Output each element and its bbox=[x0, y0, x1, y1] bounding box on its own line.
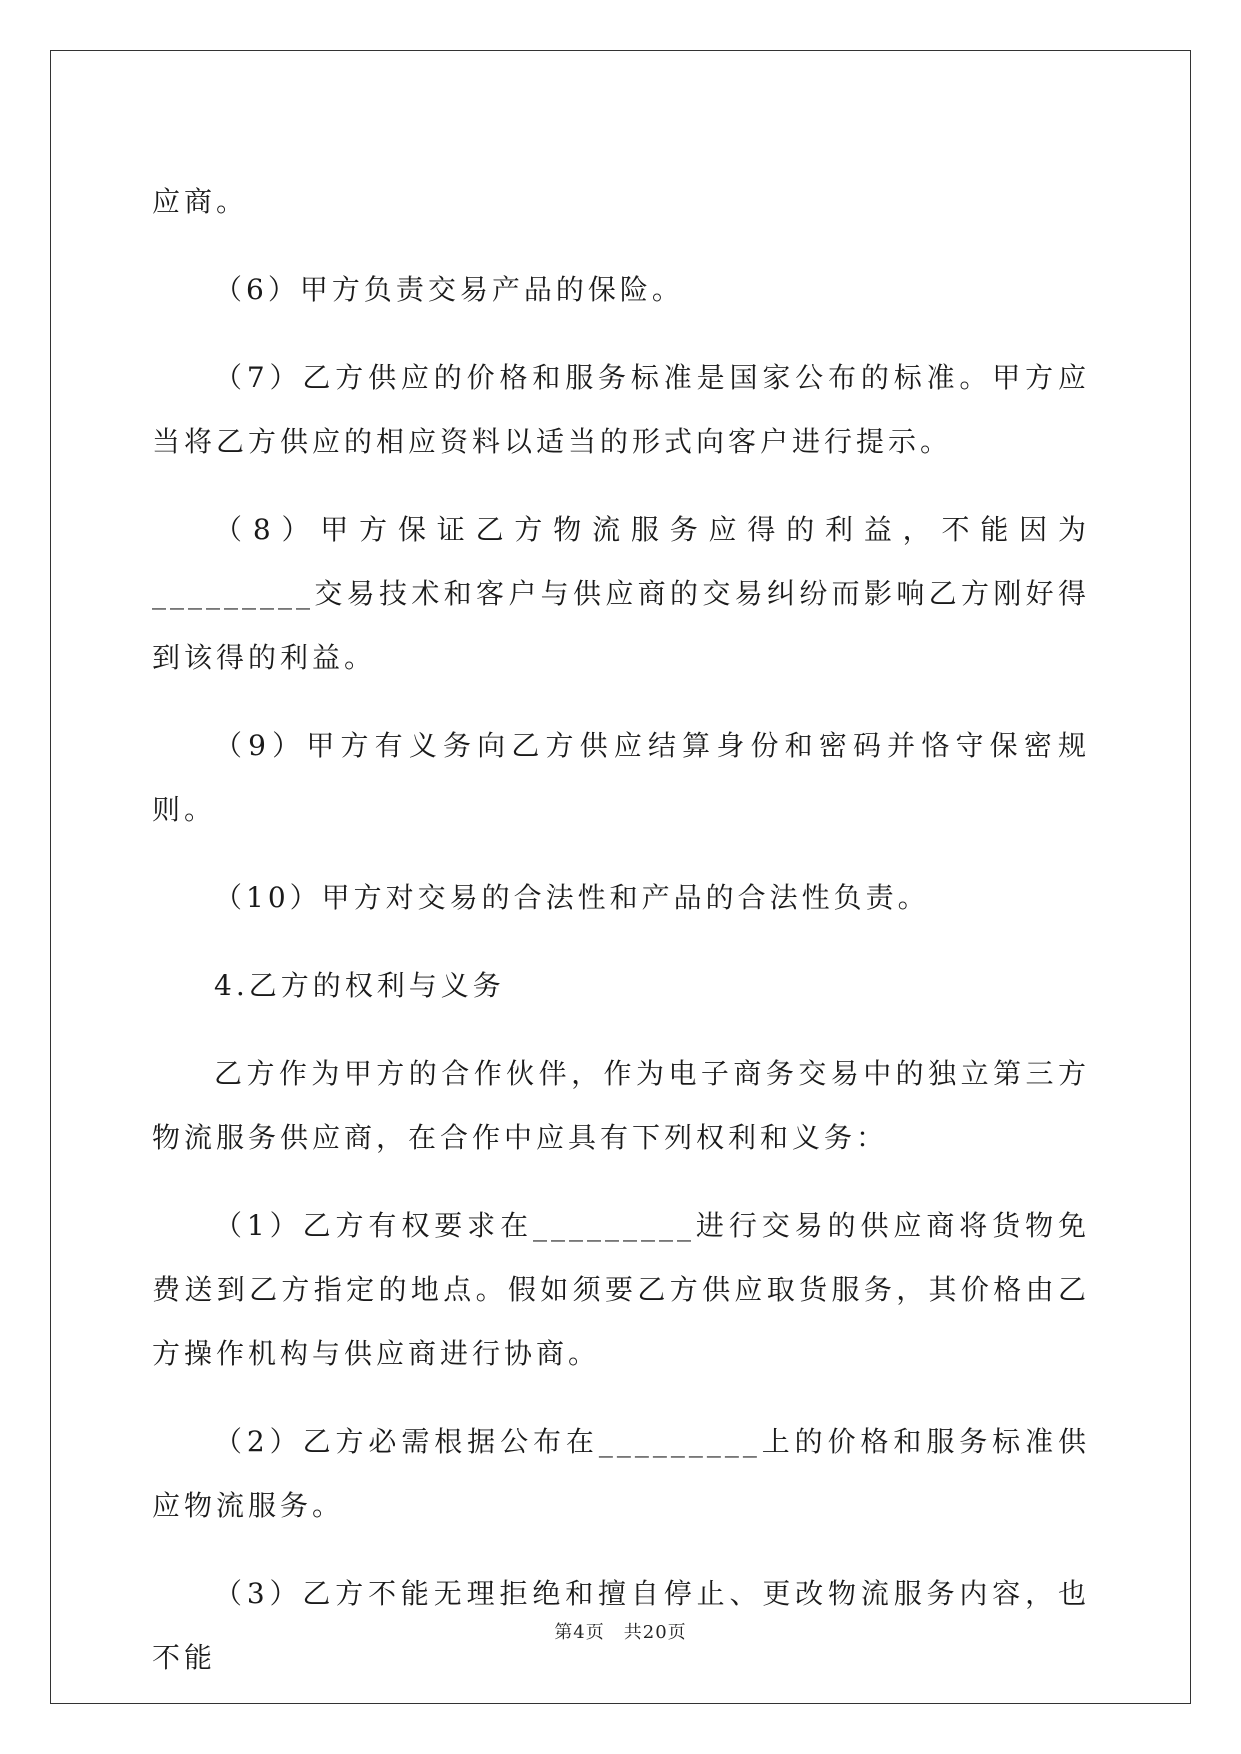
document-body bbox=[152, 170, 1090, 1714]
clause-8: （8）甲方保证乙方物流服务应得的利益，不能因为_________交易技术和客户与供应商的交易纠纷而影响乙方刚好得到该得的利益。 bbox=[152, 513, 1090, 674]
page-number-footer: 第4页 共20页 bbox=[554, 1622, 687, 1643]
clause-9: （9）甲方有义务向乙方供应结算身份和密码并恪守保密规则。 bbox=[152, 729, 1090, 826]
clause-10: （10）甲方对交易的合法性和产品的合法性负责。 bbox=[214, 881, 930, 914]
clause-b-1: （1）乙方有权要求在_________进行交易的供应商将货物免费送到乙方指定的地点。假如须要乙方供应取货服务，其价格由乙方操作机构与供应商进行协商。 bbox=[152, 1209, 1090, 1370]
clause-b-2: （2）乙方必需根据公布在_________上的价格和服务标准供应物流服务。 bbox=[152, 1425, 1090, 1522]
clause-6: （6）甲方负责交易产品的保险。 bbox=[214, 273, 684, 306]
clause-b-3: （3）乙方不能无理拒绝和擅自停止、更改物流服务内容，也不能 bbox=[152, 1577, 1090, 1674]
clause-7: （7）乙方供应的价格和服务标准是国家公布的标准。甲方应当将乙方供应的相应资料以适当的形式向客户进行提示。 bbox=[152, 361, 1090, 458]
paragraph-continuation: 应商。 bbox=[152, 185, 249, 218]
section-heading-party-b-rights: 4.乙方的权利与义务 bbox=[214, 969, 505, 1002]
section-intro: 乙方作为甲方的合作伙伴，作为电子商务交易中的独立第三方物流服务供应商，在合作中应具有下列权利和义务： bbox=[152, 1057, 1090, 1154]
